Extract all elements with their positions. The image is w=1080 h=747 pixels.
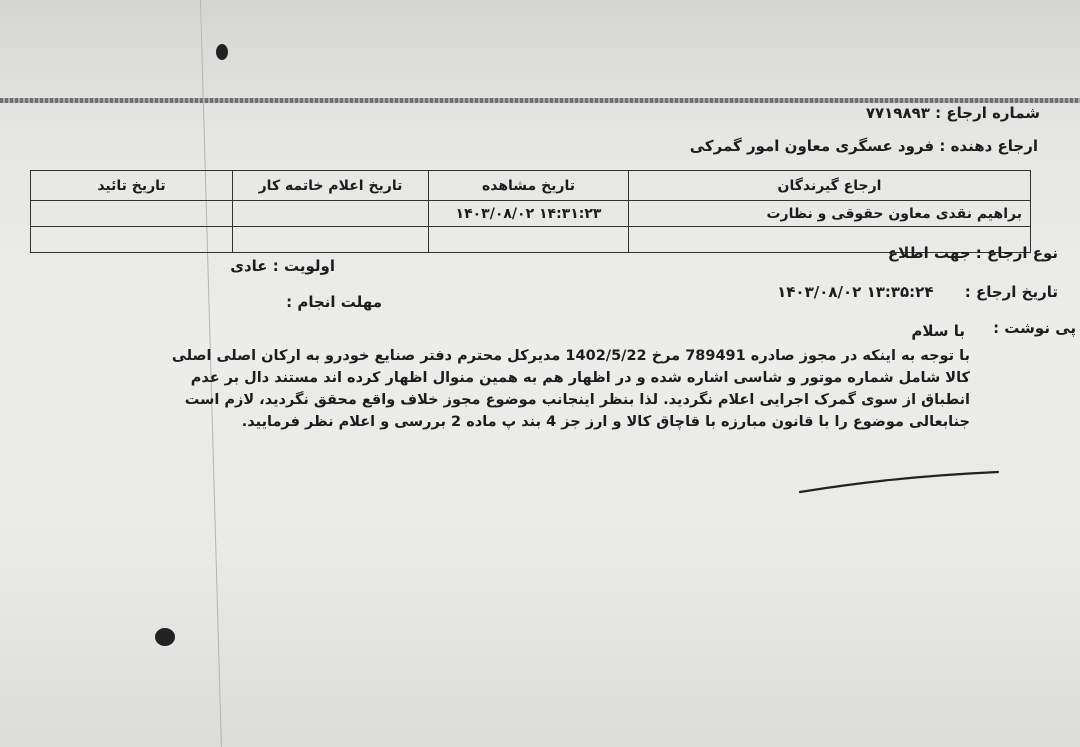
table-header-row — [31, 171, 1031, 201]
deadline-label: مهلت انجام : — [286, 293, 382, 311]
referral-number — [866, 104, 1040, 122]
row-view-date — [429, 227, 629, 253]
table-row — [31, 227, 1031, 253]
referral-type — [888, 244, 1058, 262]
referral-table — [30, 170, 1031, 253]
row-view-date: ۱۴:۳۱:۲۳ ۱۴۰۳/۰۸/۰۲ — [429, 201, 629, 227]
referrer — [690, 137, 1038, 155]
referral-number-value: ۷۷۱۹۸۹۳ — [865, 104, 930, 122]
referrer-name: فرود عسگری معاون امور گمرکی — [689, 137, 935, 155]
note-body — [70, 345, 970, 433]
header-view-date: تاریخ مشاهده — [429, 171, 629, 201]
signature-stroke — [790, 462, 1010, 502]
note-line: انطباق از سوی گمرک اجرایی اعلام نگردید. لذا بنظر اینجانب موضوع مجوز خلاف واقع محقق نگردید، لازم است — [184, 392, 970, 408]
header-approval-date: تاریخ تائید — [31, 171, 233, 201]
note-line: جنابعالی موضوع را با قانون مبارزه با قاچاق کالا و ارز جز 4 بند پ ماده 2 بررسی و اعلام نظر فرمایید. — [241, 414, 970, 430]
referral-date-label: تاریخ ارجاع : — [964, 283, 1058, 301]
punch-hole-top — [216, 44, 228, 60]
header-completion-date: تاریخ اعلام خاتمه کار — [233, 171, 429, 201]
greeting: با سلام — [911, 322, 965, 340]
referral-type-label: نوع ارجاع : — [975, 244, 1058, 262]
postscript-label: پی نوشت : — [993, 319, 1076, 337]
header-scan-rule — [0, 98, 1080, 103]
deadline — [286, 293, 382, 311]
note-line: کالا شامل شماره موتور و شاسی اشاره شده و در اظهار هم به همین منوال اظهار کرده اند مستند دال بر عدم — [190, 370, 970, 386]
priority-label: اولویت : — [272, 257, 335, 275]
referral-date — [777, 283, 1058, 301]
note-line: با توجه به اینکه در مجوز صادره 789491 مرخ 1402/5/22 مدیرکل محترم دفتر صنایع خودرو به ارکان اصلی اصلی — [171, 348, 970, 364]
punch-hole-bottom — [155, 628, 175, 646]
row-approval-date — [31, 227, 233, 253]
row-recipient: براهیم نقدی معاون حقوقی و نظارت — [629, 201, 1031, 227]
row-completion-date — [233, 227, 429, 253]
referral-number-label: شماره ارجاع : — [935, 104, 1040, 122]
row-approval-date — [31, 201, 233, 227]
row-completion-date — [233, 201, 429, 227]
priority — [230, 257, 335, 275]
priority-value: عادی — [230, 257, 268, 275]
referral-date-value: ۱۳:۳۵:۲۴ ۱۴۰۳/۰۸/۰۲ — [777, 283, 934, 301]
table-row — [31, 201, 1031, 227]
referral-type-value: جهت اطلاع — [887, 244, 971, 262]
referrer-label: ارجاع دهنده : — [939, 137, 1038, 155]
header-recipients: ارجاع گیرندگان — [629, 171, 1031, 201]
